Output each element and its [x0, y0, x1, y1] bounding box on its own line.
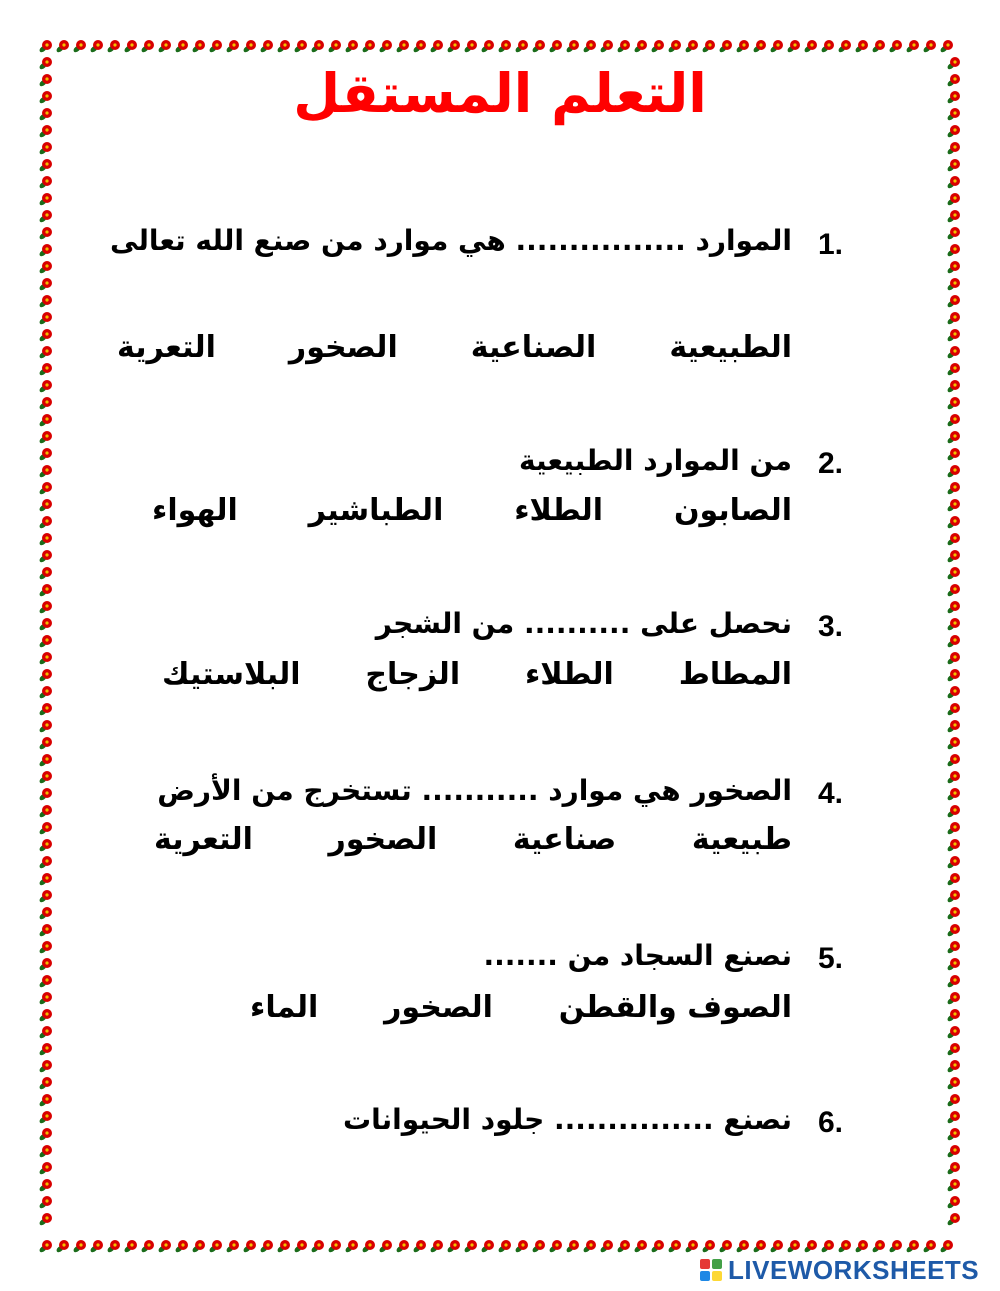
border-flower-icon — [922, 1240, 936, 1253]
border-flower-icon — [412, 1240, 426, 1253]
liveworksheets-logo — [700, 1255, 995, 1285]
border-flower-icon — [946, 805, 960, 818]
border-flower-icon — [38, 210, 52, 223]
option[interactable]: الصوف والقطن — [558, 990, 792, 1025]
border-flower-icon — [310, 40, 324, 53]
border-flower-icon — [38, 465, 52, 478]
border-flower-icon — [38, 431, 52, 444]
border-flower-icon — [888, 1240, 902, 1253]
border-flower-icon — [616, 1240, 630, 1253]
border-flower-icon — [38, 822, 52, 835]
border-flower-icon — [38, 142, 52, 155]
border-flower-icon — [344, 40, 358, 53]
border-flower-icon — [946, 193, 960, 206]
option[interactable]: الصخور — [384, 990, 493, 1025]
border-flower-icon — [946, 210, 960, 223]
border-flower-icon — [72, 1240, 86, 1253]
border-flower-icon — [946, 448, 960, 461]
border-flower-icon — [946, 499, 960, 512]
border-flower-icon — [38, 686, 52, 699]
border-flower-icon — [946, 856, 960, 869]
border-flower-icon — [946, 295, 960, 308]
border-flower-icon — [946, 1213, 960, 1226]
border-flower-icon — [946, 312, 960, 325]
border-flower-icon — [174, 40, 188, 53]
border-flower-icon — [38, 295, 52, 308]
border-flower-icon — [946, 1043, 960, 1056]
options-row — [154, 822, 792, 857]
question-text: نصنع السجاد من ....... — [483, 939, 792, 972]
border-flower-icon — [946, 1196, 960, 1209]
border-flower-icon — [548, 1240, 562, 1253]
border-flower-icon — [599, 1240, 613, 1253]
border-flower-icon — [946, 244, 960, 257]
border-flower-icon — [684, 40, 698, 53]
border-flower-icon — [38, 414, 52, 427]
border-flower-icon — [922, 40, 936, 53]
border-flower-icon — [752, 1240, 766, 1253]
border-flower-icon — [89, 1240, 103, 1253]
question-text: نصنع ............... جلود الحيوانات — [342, 1103, 792, 1136]
border-flower-icon — [684, 1240, 698, 1253]
border-flower-icon — [38, 975, 52, 988]
border-flower-icon — [946, 584, 960, 597]
logo-square — [700, 1271, 710, 1281]
border-flower-icon — [463, 40, 477, 53]
border-flower-icon — [72, 40, 86, 53]
border-flower-icon — [939, 1240, 953, 1253]
border-flower-icon — [225, 1240, 239, 1253]
border-flower-icon — [157, 1240, 171, 1253]
border-flower-icon — [38, 448, 52, 461]
border-flower-icon — [293, 1240, 307, 1253]
border-flower-icon — [803, 1240, 817, 1253]
border-flower-icon — [38, 193, 52, 206]
border-flower-icon — [38, 601, 52, 614]
border-flower-icon — [946, 1145, 960, 1158]
border-flower-icon — [946, 159, 960, 172]
border-flower-icon — [888, 40, 902, 53]
page-border — [38, 38, 962, 1254]
border-flower-icon — [946, 652, 960, 665]
border-flower-icon — [582, 40, 596, 53]
border-flower-icon — [837, 1240, 851, 1253]
border-flower-icon — [946, 924, 960, 937]
border-flower-icon — [946, 618, 960, 631]
border-flower-icon — [446, 1240, 460, 1253]
border-flower-icon — [752, 40, 766, 53]
border-flower-icon — [946, 227, 960, 240]
border-flower-icon — [650, 1240, 664, 1253]
border-flower-icon — [429, 1240, 443, 1253]
question-number: 1. — [818, 228, 844, 261]
border-flower-icon — [38, 839, 52, 852]
question-number: 3. — [818, 610, 844, 643]
border-flower-icon — [633, 40, 647, 53]
option[interactable]: التعرية — [154, 822, 253, 857]
border-flower-icon — [854, 40, 868, 53]
question-text: الموارد ................ هي موارد من صنع الله تعالى — [109, 224, 792, 257]
border-flower-icon — [946, 601, 960, 614]
border-flower-icon — [820, 40, 834, 53]
border-flower-icon — [327, 1240, 341, 1253]
border-flower-icon — [946, 992, 960, 1005]
border-flower-icon — [735, 1240, 749, 1253]
border-flower-icon — [946, 975, 960, 988]
border-flower-icon — [946, 261, 960, 274]
border-flower-icon — [38, 176, 52, 189]
border-flower-icon — [38, 958, 52, 971]
border-flower-icon — [480, 1240, 494, 1253]
border-flower-icon — [395, 1240, 409, 1253]
border-flower-icon — [786, 1240, 800, 1253]
border-flower-icon — [946, 329, 960, 342]
border-flower-icon — [946, 465, 960, 478]
border-flower-icon — [38, 737, 52, 750]
border-flower-icon — [242, 1240, 256, 1253]
border-flower-icon — [946, 1077, 960, 1090]
border-flower-icon — [946, 550, 960, 563]
border-flower-icon — [946, 839, 960, 852]
border-flower-icon — [854, 1240, 868, 1253]
border-flower-icon — [946, 176, 960, 189]
border-flower-icon — [548, 40, 562, 53]
border-flower-icon — [38, 1077, 52, 1090]
border-flower-icon — [946, 720, 960, 733]
option[interactable]: الطباشير — [308, 493, 444, 528]
border-flower-icon — [531, 1240, 545, 1253]
border-flower-icon — [735, 40, 749, 53]
border-flower-icon — [701, 40, 715, 53]
border-flower-icon — [946, 397, 960, 410]
border-flower-icon — [514, 1240, 528, 1253]
border-flower-icon — [667, 1240, 681, 1253]
border-flower-icon — [38, 329, 52, 342]
options-row — [250, 990, 792, 1025]
border-flower-icon — [38, 244, 52, 257]
option[interactable]: الصابون — [673, 493, 792, 528]
border-flower-icon — [276, 1240, 290, 1253]
border-flower-icon — [38, 261, 52, 274]
border-flower-icon — [905, 40, 919, 53]
border-flower-icon — [38, 40, 52, 53]
border-flower-icon — [480, 40, 494, 53]
border-flower-icon — [38, 227, 52, 240]
border-flower-icon — [38, 1196, 52, 1209]
border-flower-icon — [38, 584, 52, 597]
border-flower-icon — [38, 550, 52, 563]
border-flower-icon — [565, 40, 579, 53]
border-flower-icon — [946, 380, 960, 393]
border-flower-icon — [769, 1240, 783, 1253]
border-flower-icon — [38, 873, 52, 886]
border-flower-icon — [946, 431, 960, 444]
border-flower-icon — [38, 1128, 52, 1141]
border-flower-icon — [946, 737, 960, 750]
option[interactable]: التعرية — [117, 330, 216, 365]
border-flower-icon — [871, 40, 885, 53]
border-flower-icon — [946, 941, 960, 954]
question-text: الصخور هي موارد ........... تستخرج من الأرض — [157, 774, 792, 807]
border-flower-icon — [769, 40, 783, 53]
border-flower-icon — [38, 1026, 52, 1039]
border-flower-icon — [946, 516, 960, 529]
border-flower-icon — [38, 1213, 52, 1226]
border-flower-icon — [174, 1240, 188, 1253]
border-flower-icon — [38, 703, 52, 716]
border-flower-icon — [38, 533, 52, 546]
border-flower-icon — [38, 754, 52, 767]
border-flower-icon — [259, 40, 273, 53]
border-flower-icon — [38, 278, 52, 291]
border-flower-icon — [38, 567, 52, 580]
border-flower-icon — [837, 40, 851, 53]
border-flower-icon — [701, 1240, 715, 1253]
option[interactable]: الصناعية — [470, 330, 597, 365]
border-flower-icon — [946, 771, 960, 784]
border-flower-icon — [242, 40, 256, 53]
border-flower-icon — [38, 1009, 52, 1022]
question-text: من الموارد الطبيعية — [518, 444, 792, 477]
option[interactable]: الطلاء — [524, 657, 614, 692]
logo-square — [712, 1259, 722, 1269]
border-flower-icon — [946, 533, 960, 546]
border-flower-icon — [38, 125, 52, 138]
border-flower-icon — [946, 1094, 960, 1107]
border-flower-icon — [106, 40, 120, 53]
question-number: 6. — [818, 1106, 844, 1139]
border-flower-icon — [718, 1240, 732, 1253]
options-row — [117, 330, 792, 365]
border-flower-icon — [946, 669, 960, 682]
border-flower-icon — [946, 907, 960, 920]
border-flower-icon — [946, 788, 960, 801]
border-flower-icon — [89, 40, 103, 53]
border-flower-icon — [55, 1240, 69, 1253]
border-flower-icon — [38, 1060, 52, 1073]
question-number: 2. — [818, 447, 844, 480]
border-flower-icon — [378, 1240, 392, 1253]
border-flower-icon — [38, 669, 52, 682]
border-flower-icon — [946, 1111, 960, 1124]
border-flower-icon — [463, 1240, 477, 1253]
border-flower-icon — [946, 1009, 960, 1022]
border-flower-icon — [939, 40, 953, 53]
border-flower-icon — [946, 346, 960, 359]
border-flower-icon — [565, 1240, 579, 1253]
border-flower-icon — [718, 40, 732, 53]
border-flower-icon — [38, 397, 52, 410]
border-flower-icon — [497, 1240, 511, 1253]
options-row — [152, 493, 792, 528]
border-flower-icon — [38, 635, 52, 648]
border-flower-icon — [905, 1240, 919, 1253]
border-flower-icon — [106, 1240, 120, 1253]
border-flower-icon — [946, 363, 960, 376]
flower-border-icon — [38, 38, 962, 1254]
border-flower-icon — [38, 1094, 52, 1107]
border-flower-icon — [820, 1240, 834, 1253]
border-flower-icon — [38, 941, 52, 954]
border-flower-icon — [946, 125, 960, 138]
border-flower-icon — [946, 482, 960, 495]
border-flower-icon — [38, 312, 52, 325]
border-flower-icon — [946, 635, 960, 648]
border-flower-icon — [38, 516, 52, 529]
option[interactable]: الطلاء — [514, 493, 604, 528]
border-flower-icon — [946, 822, 960, 835]
border-flower-icon — [803, 40, 817, 53]
border-flower-icon — [361, 1240, 375, 1253]
border-flower-icon — [310, 1240, 324, 1253]
border-flower-icon — [946, 414, 960, 427]
border-flower-icon — [446, 40, 460, 53]
border-flower-icon — [361, 40, 375, 53]
border-flower-icon — [344, 1240, 358, 1253]
border-flower-icon — [123, 1240, 137, 1253]
border-flower-icon — [38, 720, 52, 733]
option[interactable]: الهواء — [152, 493, 238, 528]
border-flower-icon — [946, 1162, 960, 1175]
border-flower-icon — [946, 873, 960, 886]
border-flower-icon — [38, 890, 52, 903]
border-flower-icon — [38, 805, 52, 818]
border-flower-icon — [514, 40, 528, 53]
border-flower-icon — [946, 567, 960, 580]
border-flower-icon — [946, 754, 960, 767]
logo-squares-icon — [700, 1259, 722, 1281]
page-title: التعلم المستقل — [293, 62, 707, 125]
border-flower-icon — [38, 788, 52, 801]
border-flower-icon — [582, 1240, 596, 1253]
border-flower-icon — [946, 686, 960, 699]
border-flower-icon — [38, 363, 52, 376]
border-flower-icon — [55, 40, 69, 53]
border-flower-icon — [946, 1026, 960, 1039]
border-flower-icon — [38, 1043, 52, 1056]
border-flower-icon — [38, 159, 52, 172]
border-flower-icon — [38, 856, 52, 869]
border-flower-icon — [871, 1240, 885, 1253]
border-flower-icon — [599, 40, 613, 53]
border-flower-icon — [650, 40, 664, 53]
border-flower-icon — [378, 40, 392, 53]
border-flower-icon — [38, 924, 52, 937]
option[interactable]: الطبيعية — [669, 330, 792, 365]
border-flower-icon — [157, 40, 171, 53]
border-flower-icon — [946, 1128, 960, 1141]
border-flower-icon — [38, 992, 52, 1005]
border-flower-icon — [38, 907, 52, 920]
border-flower-icon — [123, 40, 137, 53]
border-flower-icon — [946, 890, 960, 903]
question-number: 4. — [818, 777, 844, 810]
border-flower-icon — [412, 40, 426, 53]
option[interactable]: البلاستيك — [162, 657, 301, 692]
border-flower-icon — [38, 1240, 52, 1253]
border-flower-icon — [225, 40, 239, 53]
border-flower-icon — [293, 40, 307, 53]
border-flower-icon — [276, 40, 290, 53]
border-flower-icon — [667, 40, 681, 53]
option[interactable]: الزجاج — [365, 657, 461, 692]
border-flower-icon — [616, 40, 630, 53]
border-flower-icon — [191, 40, 205, 53]
border-flower-icon — [786, 40, 800, 53]
question-number: 5. — [818, 942, 844, 975]
option[interactable]: الصخور — [328, 822, 438, 857]
logo-square — [700, 1259, 710, 1269]
option[interactable]: صناعية — [512, 822, 617, 857]
border-flower-icon — [946, 703, 960, 716]
options-row — [162, 657, 792, 692]
border-flower-icon — [140, 1240, 154, 1253]
border-flower-icon — [633, 1240, 647, 1253]
border-flower-icon — [38, 1111, 52, 1124]
option[interactable]: طبيعية — [691, 822, 792, 857]
border-flower-icon — [946, 278, 960, 291]
border-flower-icon — [38, 771, 52, 784]
logo-square — [712, 1271, 722, 1281]
border-flower-icon — [38, 1162, 52, 1175]
border-flower-icon — [208, 40, 222, 53]
border-flower-icon — [38, 499, 52, 512]
border-flower-icon — [140, 40, 154, 53]
border-flower-icon — [946, 1060, 960, 1073]
border-flower-icon — [259, 1240, 273, 1253]
question-text: نحصل على .......... من الشجر — [375, 607, 792, 640]
border-flower-icon — [38, 652, 52, 665]
border-flower-icon — [38, 346, 52, 359]
border-flower-icon — [38, 482, 52, 495]
option[interactable]: المطاط — [678, 657, 792, 692]
border-flower-icon — [946, 142, 960, 155]
border-flower-icon — [429, 40, 443, 53]
border-flower-icon — [395, 40, 409, 53]
border-flower-icon — [38, 1179, 52, 1192]
option[interactable]: الماء — [250, 990, 319, 1025]
border-flower-icon — [191, 1240, 205, 1253]
border-flower-icon — [38, 380, 52, 393]
border-flower-icon — [497, 40, 511, 53]
border-flower-icon — [946, 1179, 960, 1192]
watermark-text: LIVEWORKSHEETS — [728, 1254, 980, 1285]
border-flower-icon — [38, 1145, 52, 1158]
option[interactable]: الصخور — [288, 330, 398, 365]
border-flower-icon — [38, 618, 52, 631]
border-flower-icon — [946, 958, 960, 971]
border-flower-icon — [531, 40, 545, 53]
border-flower-icon — [208, 1240, 222, 1253]
border-flower-icon — [327, 40, 341, 53]
